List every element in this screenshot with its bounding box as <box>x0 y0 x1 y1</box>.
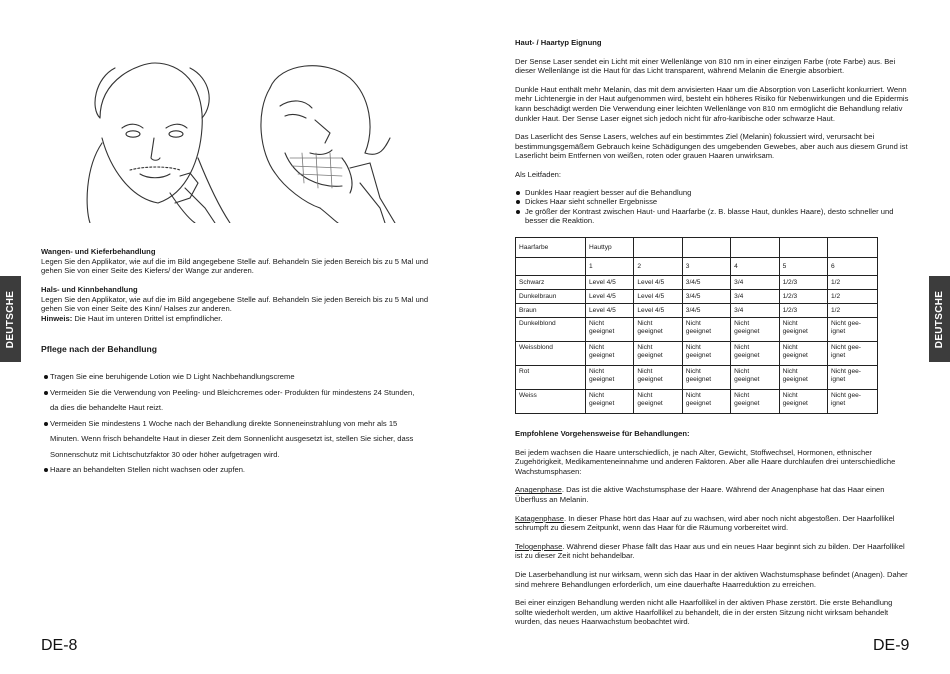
table-cell: Nicht geeignet <box>586 390 634 414</box>
table-cell <box>682 238 730 258</box>
aftercare-item-continuation: Minuten. Wenn frisch behandelte Haut in dieser Zeit dem Sonnenlicht ausgesetzt ist, stellen Sie sicher, dass Sonnenschutz mit Lichtschutzfaktor 30 oder höher aufgetragen wird. <box>50 434 414 459</box>
table-cell: 3/4/5 <box>682 276 730 290</box>
guide-item-text: Dickes Haar sieht schneller Ergebnisse <box>525 197 658 207</box>
guide-item-text: Je größer der Kontrast zwischen Haut- und Haarfarbe (z. B. blasse Haut, dunkles Haare), desto schneller und besser die Reaktion. <box>525 206 894 226</box>
table-cell: Level 4/5 <box>634 304 682 318</box>
suitability-title: Haut- / Haartyp Eignung <box>515 38 602 47</box>
hint-text: Die Haut im unteren Drittel ist empfindlicher. <box>72 313 223 323</box>
row-hair-color: Schwarz <box>516 276 586 290</box>
anagen-term: Anagenphase <box>515 485 562 495</box>
table-header-row <box>516 238 878 258</box>
table-cell: Nicht gee-ignet <box>827 318 877 342</box>
table-cell: 3/4 <box>731 276 779 290</box>
bullet-icon <box>44 468 48 472</box>
aftercare-item-text: Haare an behandelten Stellen nicht wachsen oder zupfen. <box>50 465 246 474</box>
aftercare-title: Pflege nach der Behandlung <box>41 344 158 354</box>
guide-item-text: Dunkles Haar reagiert besser auf die Behandlung <box>525 187 692 197</box>
neck-chin-title: Hals- und Kinnbehandlung <box>41 285 138 294</box>
procedure-intro: Bei jedem wachsen die Haare unterschiedlich, je nach Alter, Gewicht, Stoffwechsel, Hormonen, ethnischer Zugehörigkeit, Medikamenteneinnahme und anderen Faktoren. Aber alle Haare durchlaufen drei unterschiedliche Wachstumsphasen: <box>515 447 896 476</box>
katagen-text: . In dieser Phase hört das Haar auf zu wachsen, wird aber noch nicht abgestoßen. Der Haarfollikel schrumpft zu diesem Zeitpunkt, wenn das Haar für die Räumung vorbereitet wird. <box>515 513 895 533</box>
suitability-paragraph: Der Sense Laser sendet ein Licht mit einer Wellenlänge von 810 nm in einer einzigen Farbe (rote Farbe) aus. Bei dieser Wellenlänge ist die Haut für das Licht transparent, während Melanin die Energie absorbiert. <box>515 56 896 76</box>
cheek-jaw-title: Wangen- und Kieferbehandlung <box>41 247 156 256</box>
anagen-paragraph <box>515 485 910 504</box>
table-cell: Nicht geeignet <box>779 318 827 342</box>
table-cell <box>634 238 682 258</box>
table-cell: Nicht geeignet <box>634 366 682 390</box>
table-cell: Nicht geeignet <box>779 390 827 414</box>
table-row <box>516 304 878 318</box>
katagen-paragraph <box>515 514 910 533</box>
anagen-text: . Das ist die aktive Wachstumsphase der Haare. Während der Anagenphase hat das Haar einen Überfluss an Melanin. <box>515 485 885 504</box>
table-row <box>516 276 878 290</box>
laser-paragraph: Die Laserbehandlung ist nur wirksam, wenn sich das Haar in der aktiven Wachstumsphase befindet (Anagen). Daher sind mehrere Behandlungen erforderlich, um eine dauerhafte Haarreduktion zu erreichen. <box>515 569 908 589</box>
hair-skin-table <box>515 237 878 414</box>
table-cell <box>516 258 586 276</box>
aftercare-item <box>45 416 435 463</box>
table-cell: Nicht geeignet <box>731 390 779 414</box>
table-cell: Level 4/5 <box>586 290 634 304</box>
table-cell: 1/2/3 <box>779 276 827 290</box>
table-cell: 3/4 <box>731 290 779 304</box>
guide-item <box>515 207 910 226</box>
table-row <box>516 290 878 304</box>
table-cell: 3/4/5 <box>682 304 730 318</box>
telogen-text: . Während dieser Phase fällt das Haar aus und ein neues Haar beginnt sich zu bilden. Der Haarfollikel ist zu dieser Zeit nicht behandelbar. <box>515 541 905 561</box>
cheek-jaw-text: Legen Sie den Applikator, wie auf die im Bild angegebene Stelle auf. Behandeln Sie jeden Bereich bis zu 5 Mal und gehen Sie von einer Seite des Kiefers/ der Wange zur anderen. <box>41 256 429 276</box>
language-tab-right <box>929 276 950 362</box>
aftercare-item <box>45 462 435 478</box>
row-hair-color: Weiss <box>516 390 586 414</box>
katagen-term: Katagenphase <box>515 513 564 523</box>
row-hair-color: Weissblond <box>516 342 586 366</box>
aftercare-item-text: Vermeiden Sie die Verwendung von Peeling- und Bleichcremes oder- Produkten für mindestens 24 Stunden, <box>50 387 415 397</box>
skin-type-number: 5 <box>779 258 827 276</box>
table-cell: Nicht geeignet <box>586 366 634 390</box>
guide-list <box>515 188 910 226</box>
table-row <box>516 342 878 366</box>
language-tab-label: DEUTSCHE <box>934 290 945 348</box>
aftercare-item-text: Vermeiden Sie mindestens 1 Woche nach der Behandlung direkte Sonneneinstrahlung von mehr als 15 <box>50 418 398 428</box>
row-hair-color: Dunkelbraun <box>516 290 586 304</box>
bullet-icon <box>516 191 520 195</box>
table-cell: Level 4/5 <box>634 290 682 304</box>
table-cell: Nicht geeignet <box>682 318 730 342</box>
row-hair-color: Braun <box>516 304 586 318</box>
table-cell: Level 4/5 <box>586 276 634 290</box>
table-cell <box>731 238 779 258</box>
table-cell: Nicht gee-ignet <box>827 342 877 366</box>
table-cell: 3/4/5 <box>682 290 730 304</box>
table-cell <box>827 238 877 258</box>
cheek-jaw-section <box>41 247 433 276</box>
table-skin-type-row <box>516 258 878 276</box>
aftercare-item-text: Tragen Sie eine beruhigende Lotion wie D Light Nachbehandlungscreme <box>50 372 295 381</box>
table-cell <box>779 238 827 258</box>
bullet-icon <box>516 210 520 214</box>
table-cell: Level 4/5 <box>586 304 634 318</box>
suitability-section <box>515 38 910 226</box>
aftercare-item <box>45 369 435 385</box>
skin-type-number: 2 <box>634 258 682 276</box>
aftercare-list <box>45 369 435 478</box>
table-cell: Nicht geeignet <box>586 342 634 366</box>
skin-type-number: 1 <box>586 258 634 276</box>
header-hair-color: Haarfarbe <box>516 238 586 258</box>
table-row <box>516 390 878 414</box>
table-cell: Nicht geeignet <box>779 366 827 390</box>
language-tab-label: DEUTSCHE <box>5 290 16 348</box>
guide-item <box>515 197 910 207</box>
table-cell: 1/2 <box>827 276 877 290</box>
table-cell: Nicht geeignet <box>731 318 779 342</box>
table-cell: Nicht geeignet <box>682 342 730 366</box>
table-cell: Nicht geeignet <box>634 390 682 414</box>
table-row <box>516 366 878 390</box>
neck-chin-text: Legen Sie den Applikator, wie auf die im Bild angegebene Stelle auf. Behandeln Sie jeden Bereich bis zu 5 Mal und gehen Sie von einer Seite des Kinn/ Halses zur anderen. <box>41 294 429 314</box>
table-cell: Nicht gee-ignet <box>827 366 877 390</box>
table-cell: Nicht geeignet <box>682 390 730 414</box>
table-cell: Nicht geeignet <box>731 366 779 390</box>
table-cell: Level 4/5 <box>634 276 682 290</box>
table-cell: Nicht geeignet <box>731 342 779 366</box>
aftercare-item-continuation: da dies die behandelte Haut reizt. <box>50 403 164 412</box>
skin-type-number: 6 <box>827 258 877 276</box>
telogen-paragraph <box>515 542 910 561</box>
single-treatment-paragraph: Bei einer einzigen Behandlung werden nicht alle Haarfollikel in der aktiven Phase zerstört. Die erste Behandlung sollte wiederholt werden, um aktive Haarfollikel zu behandelt, die in der ersten Sitzung nicht wirksam behandelt wurden, das neues Haarwachstum beobachtet wird. <box>515 598 893 627</box>
telogen-term: Telogenphase <box>515 541 563 551</box>
aftercare-item <box>45 385 435 416</box>
table-cell: Nicht geeignet <box>634 342 682 366</box>
table-cell: Nicht gee-ignet <box>827 390 877 414</box>
table-row <box>516 318 878 342</box>
row-hair-color: Dunkelblond <box>516 318 586 342</box>
row-hair-color: Rot <box>516 366 586 390</box>
procedure-section <box>515 429 910 627</box>
skin-type-number: 4 <box>731 258 779 276</box>
guide-label: Als Leitfaden: <box>515 169 562 179</box>
guide-item <box>515 188 910 198</box>
table-cell: 1/2 <box>827 304 877 318</box>
page-number-left: DE-8 <box>41 637 78 654</box>
procedure-title: Empfohlene Vorgehensweise für Behandlungen: <box>515 429 690 438</box>
skin-type-number: 3 <box>682 258 730 276</box>
table-cell: 3/4 <box>731 304 779 318</box>
suitability-paragraph: Dunkle Haut enthält mehr Melanin, das mit dem anvisierten Haar um die Absorption von Laserlicht konkurriert. Wenn mehr Lichtenergie in der Haut aufgenommen wird, besteht ein höheres Risiko für Nebenwirkungen und die Epidermis kann beschädigt werden Die Verwendung einer leichten Wellenlänge von 810 nm ermöglicht die Behandlung relativ dunkler Haut. Der Sense Laser eignet sich jedoch nicht für afro-karibische oder schwarze Haut. <box>515 84 909 123</box>
neck-chin-section <box>41 285 433 323</box>
table-cell: Nicht geeignet <box>779 342 827 366</box>
table-cell: 1/2/3 <box>779 290 827 304</box>
table-cell: Nicht geeignet <box>586 318 634 342</box>
bullet-icon <box>516 200 520 204</box>
page-number-right: DE-9 <box>873 637 910 654</box>
face-treatment-drawing <box>80 58 410 223</box>
table-cell: Nicht geeignet <box>634 318 682 342</box>
bullet-icon <box>44 422 48 426</box>
language-tab-left <box>0 276 21 362</box>
suitability-paragraph: Das Laserlicht des Sense Lasers, welches auf ein bestimmtes Ziel (Melanin) fokussiert wird, verursacht bei bestimmungsgemäßem Gebrauch keine Schädigungen des umgebenden Gewebes, aber auch aus diesem Grund ist Laserlicht beim Entfernen von weißen, roten oder grauen Haaren unwirksam. <box>515 132 908 161</box>
bullet-icon <box>44 391 48 395</box>
treatment-illustrations <box>80 58 410 223</box>
table-cell: 1/2/3 <box>779 304 827 318</box>
bullet-icon <box>44 375 48 379</box>
neck-chin-hint <box>41 314 433 324</box>
table-cell: 1/2 <box>827 290 877 304</box>
hint-label: Hinweis: <box>41 313 73 323</box>
table-cell: Nicht geeignet <box>682 366 730 390</box>
header-skin-type: Hauttyp <box>586 238 634 258</box>
